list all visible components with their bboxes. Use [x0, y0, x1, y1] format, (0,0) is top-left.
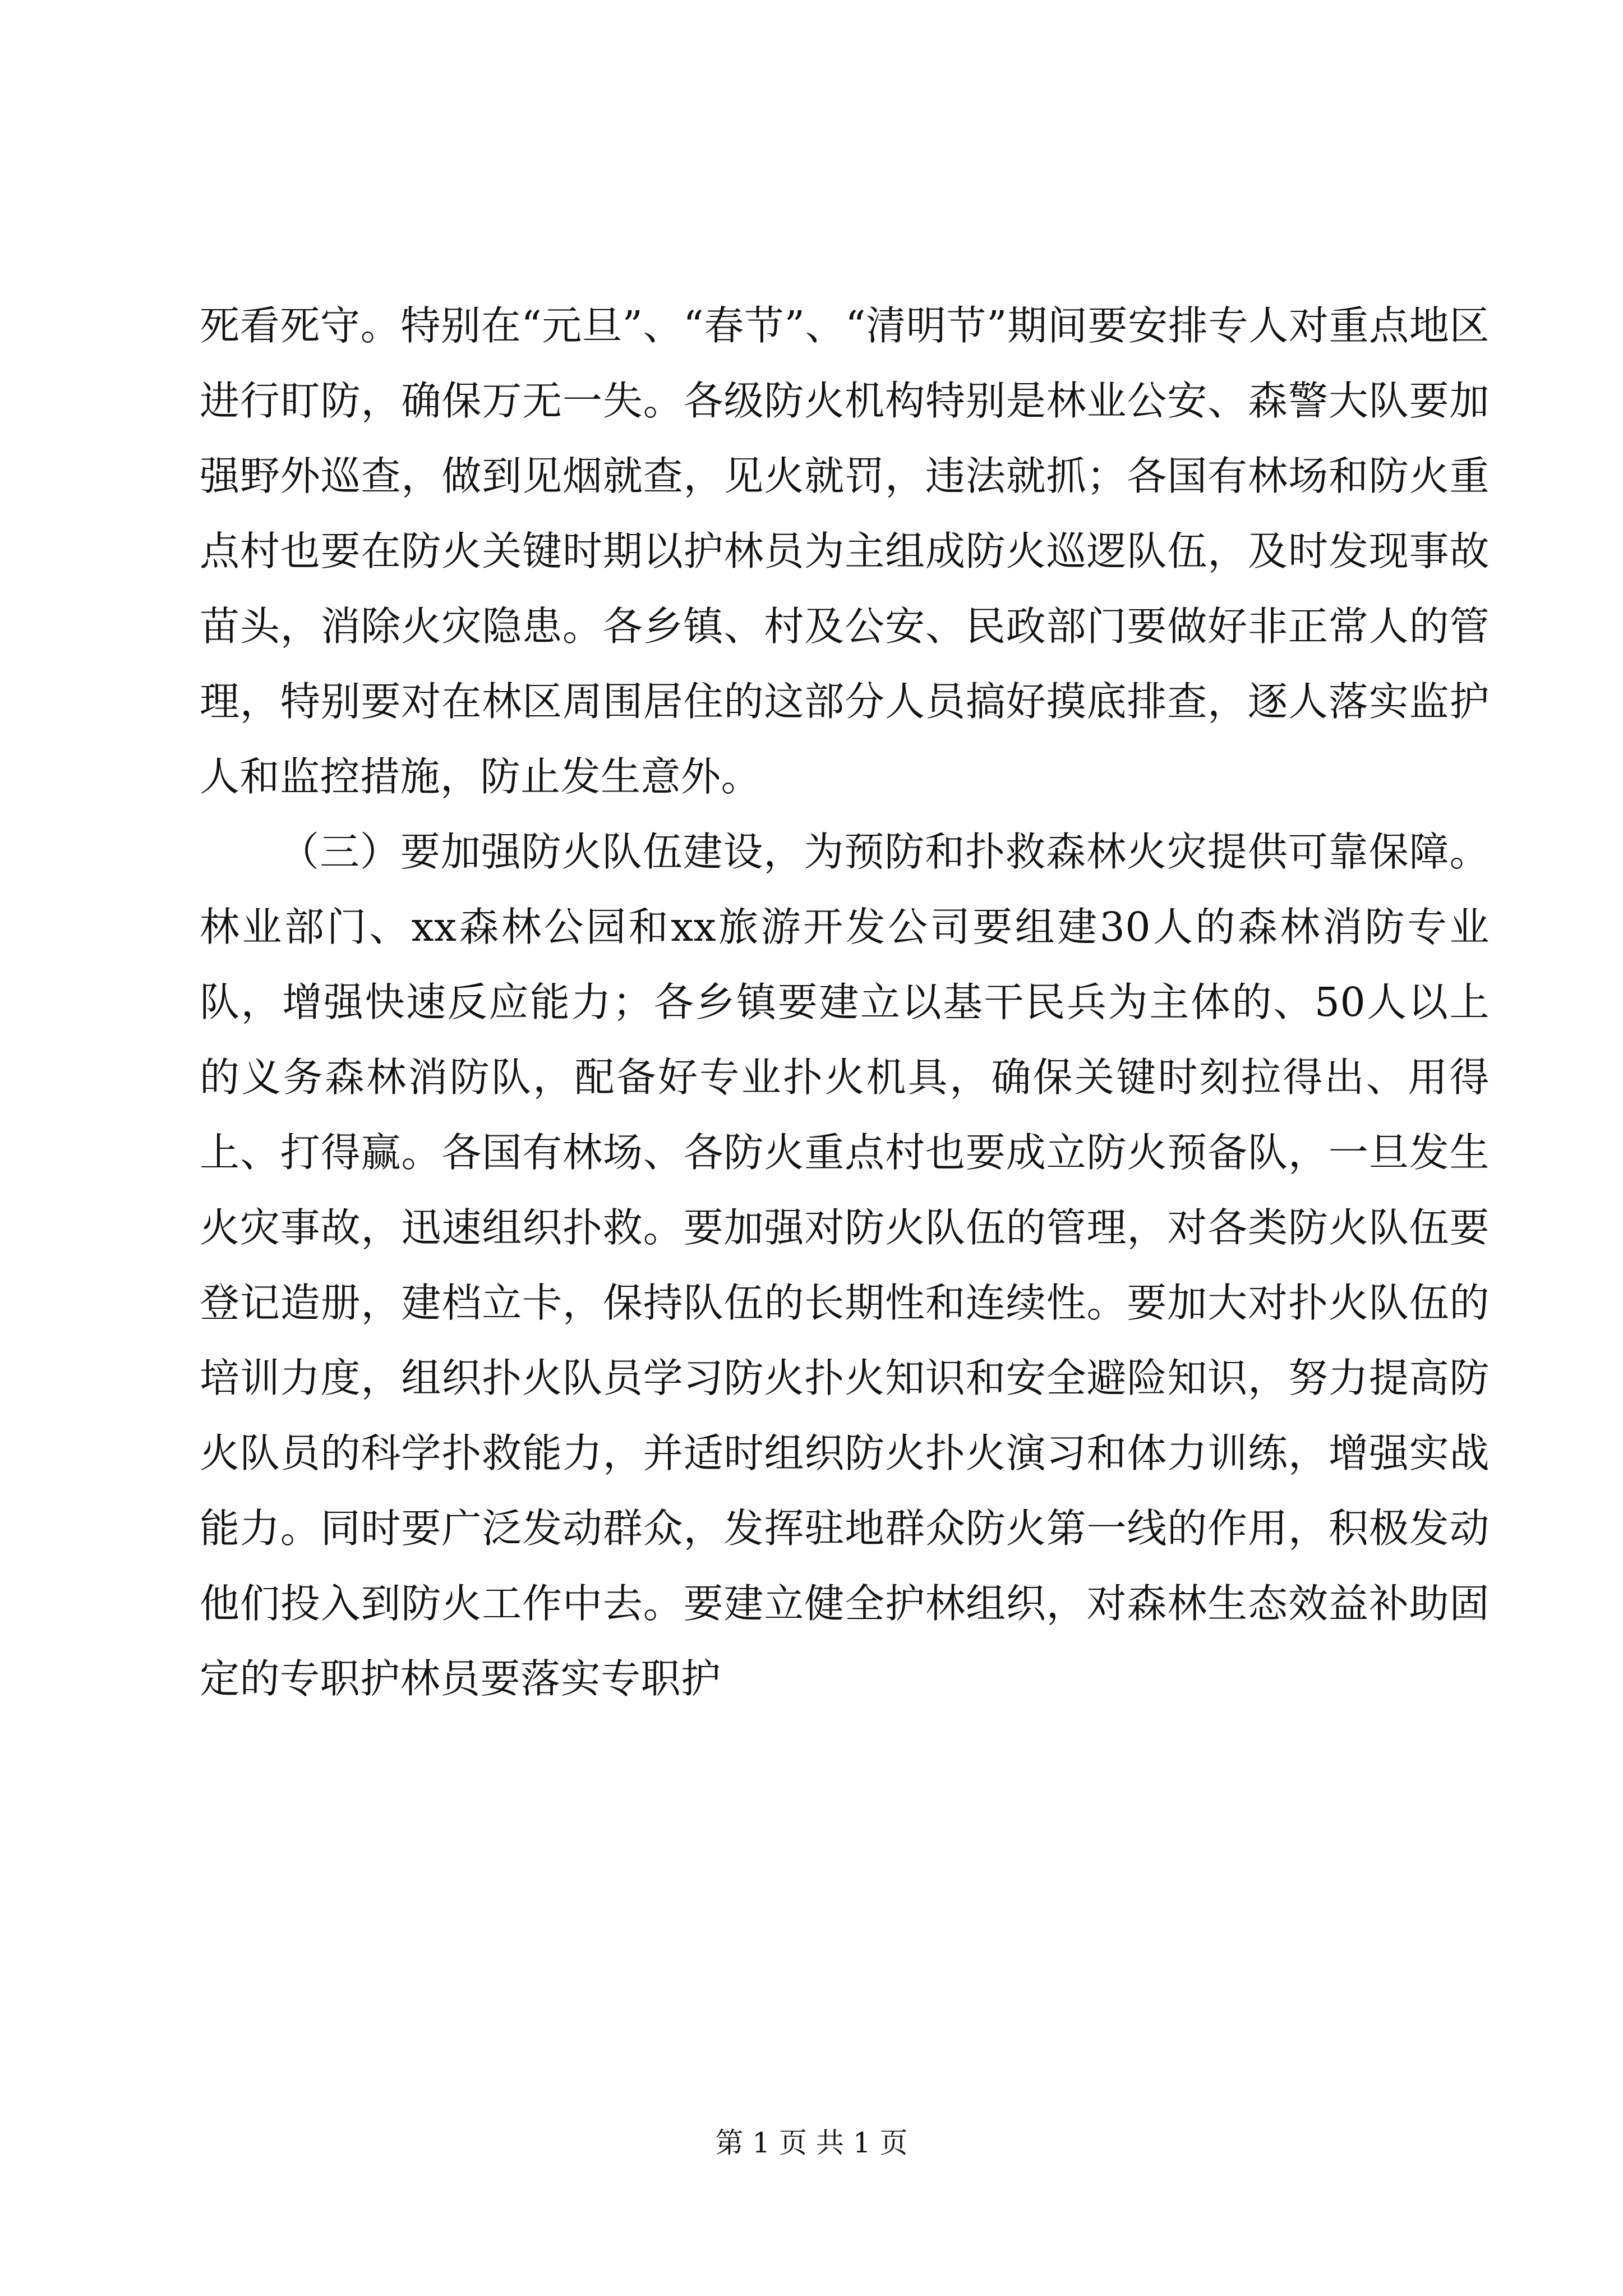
paragraph-1: 死看死守。特别在“元旦”、“春节”、“清明节”期间要安排专人对重点地区进行盯防，确保万无一失。各级防火机构特别是林业公安、森警大队要加强野外巡查，做到见烟就查，见火就罚，违法就抓；各国有林场和防火重点村也要在防火关键时期以护林员为主组成防火巡逻队伍，及时发现事故苗头，消除火灾隐患。各乡镇、村及公安、民政部门要做好非正常人的管理，特别要对在林区周围居住的这部分人员搞好摸底排查，逐人落实监护人和监控措施，防止发生意外。 — [200, 302, 1490, 800]
document-body — [200, 288, 1490, 1717]
paragraph-2: （三）要加强防火队伍建设，为预防和扑救森林火灾提供可靠保障。林业部门、xx森林公园和xx旅游开发公司要组建30人的森林消防专业队，增强快速反应能力；各乡镇要建立以基干民兵为主体的、50人以上的义务森林消防队，配备好专业扑火机具，确保关键时刻拉得出、用得上、打得赢。各国有林场、各防火重点村也要成立防火预备队，一旦发生火灾事故，迅速组织扑救。要加强对防火队伍的管理，对各类防火队伍要登记造册，建档立卡，保持队伍的长期性和连续性。要加大对扑火队伍的培训力度，组织扑火队员学习防火扑火知识和安全避险知识，努力提高防火队员的科学扑救能力，并适时组织防火扑火演习和体力训练，增强实战能力。同时要广泛发动群众，发挥驻地群众防火第一线的作用，积极发动他们投入到防火工作中去。要建立健全护林组织，对森林生态效益补助固定的专职护林员要落实专职护 — [200, 829, 1490, 1702]
page-footer: 第 1 页 共 1 页 — [715, 2127, 908, 2159]
